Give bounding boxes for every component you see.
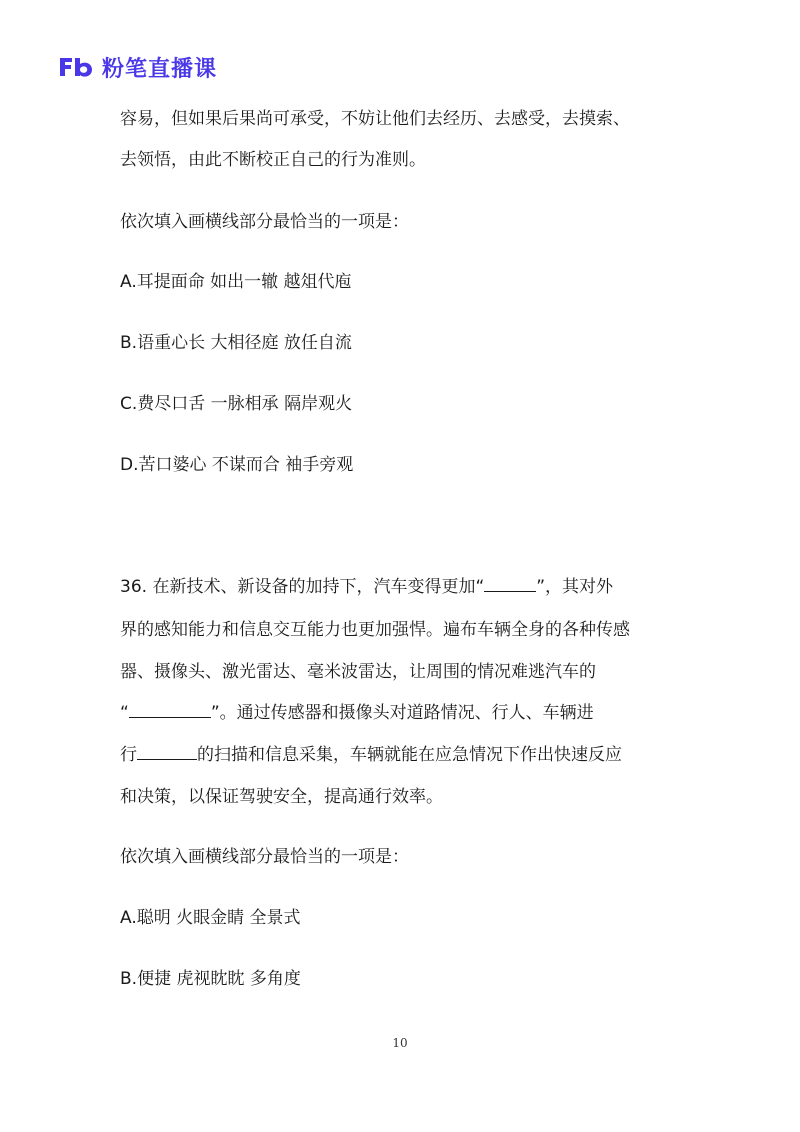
header bbox=[58, 52, 217, 82]
option-a: A.聪明 火眼金睛 全景式 bbox=[120, 908, 301, 928]
option-a: A.耳提面命 如出一辙 越俎代庖 bbox=[120, 272, 352, 292]
page-number: 10 bbox=[392, 1036, 408, 1050]
question-text: ”，其对外 bbox=[536, 577, 614, 597]
fill-blank bbox=[137, 741, 197, 760]
option-b: B.语重心长 大相径庭 放任自流 bbox=[120, 333, 352, 353]
question-text: ”。通过传感器和摄像头对道路情况、行人、车辆进 bbox=[210, 703, 594, 723]
question-36-line: 和决策，以保证驾驶安全，提高通行效率。 bbox=[120, 787, 443, 807]
option-b: B.便捷 虎视眈眈 多角度 bbox=[120, 969, 301, 989]
question-prompt: 依次填入画横线部分最恰当的一项是： bbox=[120, 212, 409, 232]
option-c: C.费尽口舌 一脉相承 隔岸观火 bbox=[120, 394, 353, 414]
fill-blank bbox=[129, 699, 211, 718]
question-36-line bbox=[120, 740, 622, 770]
question-prompt: 依次填入画横线部分最恰当的一项是： bbox=[120, 847, 409, 867]
brand-name: 粉笔直播课 bbox=[102, 56, 218, 82]
fill-blank bbox=[484, 573, 536, 592]
passage-line: 去领悟，由此不断校正自己的行为准则。 bbox=[120, 150, 426, 170]
question-text: “ bbox=[120, 703, 129, 723]
question-36-line bbox=[120, 572, 613, 602]
question-text: 行 bbox=[120, 745, 137, 765]
fb-logo-icon bbox=[58, 56, 94, 78]
option-d: D.苦口婆心 不谋而合 袖手旁观 bbox=[120, 455, 354, 475]
question-36-line bbox=[120, 698, 594, 728]
passage-line: 容易，但如果后果尚可承受，不妨让他们去经历、去感受，去摸索、 bbox=[120, 109, 630, 129]
question-text: 36. 在新技术、新设备的加持下，汽车变得更加“ bbox=[120, 577, 485, 597]
question-36-line: 界的感知能力和信息交互能力也更加强悍。遍布车辆全身的各种传感 bbox=[120, 620, 630, 640]
question-36-line: 器、摄像头、激光雷达、毫米波雷达，让周围的情况难逃汽车的 bbox=[120, 662, 596, 682]
question-text: 的扫描和信息采集，车辆就能在应急情况下作出快速反应 bbox=[197, 745, 622, 765]
